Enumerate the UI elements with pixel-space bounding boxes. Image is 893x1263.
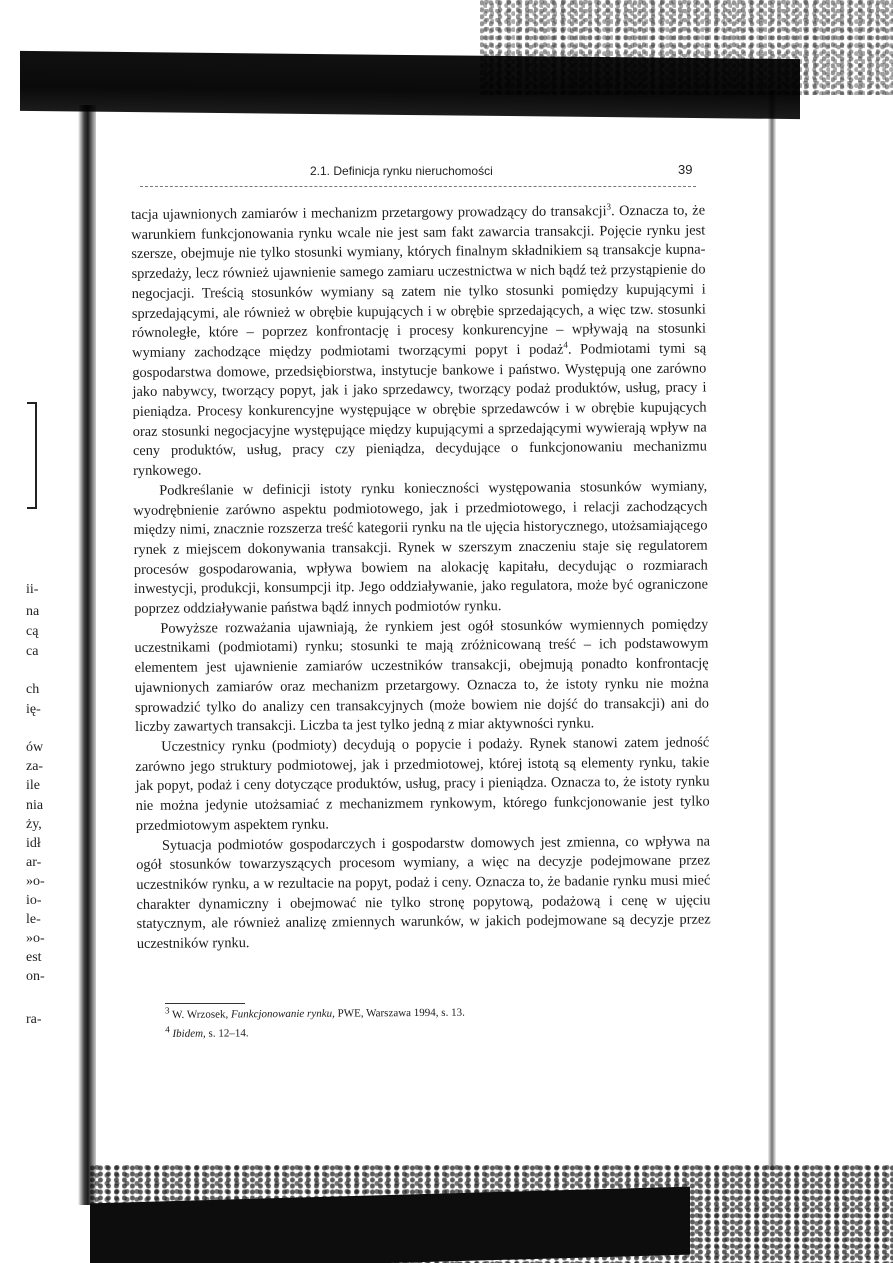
- footnotes: [165, 1002, 685, 1044]
- margin-fragment: on-: [26, 969, 45, 984]
- footnote: [165, 1021, 685, 1044]
- paragraph-text: . Oznacza to, że warunkiem funkcjonowania rynku wcale nie jest sam fakt zawarcia transakcji. Pojęcie rynku jest szersze, obejmuje nie tylko stosunki wymiany, których finalnym składnikiem są transakcje kupna-sprzedaży, lecz również ujawnienie samego zamiaru uczestnictwa w nich bądź też przystąpienie do negocjacji. Treścią stosunków wymiany są zatem nie tylko stosunki pomiędzy kupującymi i sprzedającymi, ale również w obrębie kupujących i w obrębie sprzedających, a więc tzw. stosunki równoległe, które – poprzez konfrontację i procesy konkurencyjne – wpływają na stosunki wymiany zachodzące między podmiotami tworzącymi popyt i podaż: [131, 202, 707, 361]
- margin-fragment: na: [26, 604, 40, 619]
- footnote-ref: 4: [563, 339, 568, 350]
- page-number: 39: [678, 162, 693, 177]
- paragraph: Sytuacja podmiotów gospodarczych i gospodarstw domowych jest zmienna, co wpływa na ogół stosunków towarzyszących procesom wymiany, a więc na decyzje podejmowane przez uczestników rynku, a w rezultacie na popyt, podaż i ceny. Oznacza to, że badanie rynku musi mieć charakter dynamiczny i obejmować nie tylko stronę popytową, podażową i cenę w ujęciu statycznym, ale również analizę zmiennych warunków, w jakich podejmowane są decyzje przez uczestników rynku.: [136, 832, 711, 952]
- footnote-rest: s. 12–14.: [208, 1027, 249, 1040]
- margin-fragment: za-: [26, 759, 44, 774]
- paragraph-text: . Podmiotami tymi są gospodarstwa domowe, przedsiębiorstwa, instytucje bankowe i państwo. Występują one zarówno jako nabywcy, tworzący popyt, jak i jako sprzedawcy, tworzący podaż produktów, usług, pracy i pieniądza. Procesy konkurencyjne występujące w obrębie sprzedawców i w obrębie kupujących oraz stosunki negocjacyjne występujące między kupującymi a sprzedającymi wywierają wpływ na ceny produktów, usług, pracy czy pieniądza, decydujące o funkcjonowaniu mechanizmu rynkowego.: [132, 340, 707, 480]
- margin-fragment: le-: [26, 912, 41, 927]
- margin-fragment: »o-: [26, 931, 45, 946]
- margin-fragment: ar-: [26, 855, 42, 870]
- margin-fragment: cą: [26, 624, 39, 639]
- margin-fragment: ów: [26, 740, 44, 755]
- margin-fragment: ch: [26, 682, 40, 697]
- footnote-title: Funkcjonowanie rynku,: [230, 1007, 335, 1021]
- footnote-title: Ibidem,: [172, 1027, 206, 1040]
- paragraph: Powyższe rozważania ujawniają, że rynkiem jest ogół stosunków wymiennych pomiędzy uczestnikami (podmiotami) rynku; stosunki te mają zróżnicowaną treść – ich podstawowym elementem jest ujawnienie zamiarów uczestników transakcji, obejmują ponadto konfrontację ujawnionych zamiarów oraz mechanizm przetargowy. Oznacza to, że istoty rynku nie można sprowadzić tylko do analizy cen transakcyjnych (może bowiem nie dojść do transakcji) ani do liczby zawartych transakcji. Liczba ta jest tylko jedną z miar aktywności rynku.: [134, 616, 709, 736]
- footnote-number: 3: [164, 1005, 170, 1016]
- margin-fragment: nia: [26, 798, 44, 813]
- margin-fragment: ży,: [26, 817, 42, 832]
- margin-bracket: [27, 402, 37, 509]
- margin-fragment: ii-: [26, 582, 39, 597]
- body-text: [131, 201, 711, 954]
- margin-fragment: io-: [26, 893, 42, 908]
- paragraph-text: tacja ujawnionych zamiarów i mechanizm przetargowy prowadzący do transakcji: [131, 203, 607, 223]
- paragraph: [131, 201, 707, 481]
- margin-fragment: idł: [26, 836, 41, 851]
- running-head: 2.1. Definicja rynku nieruchomości: [310, 164, 493, 178]
- margin-fragment: ile: [26, 778, 40, 793]
- footnote-rest: PWE, Warszawa 1994, s. 13.: [337, 1006, 465, 1020]
- footnote-ref: 3: [606, 201, 612, 212]
- margin-fragment: »o-: [26, 874, 45, 889]
- margin-fragment: ca: [26, 644, 39, 659]
- footnote-rule: [165, 1003, 245, 1004]
- scan-noise-top: [480, 0, 893, 95]
- footnote-number: 4: [165, 1024, 170, 1035]
- scan-shadow-right: [768, 90, 776, 1170]
- paragraph: Podkreślanie w definicji istoty rynku konieczności występowania stosunków wymiany, wyodrębnienie zarówno aspektu podmiotowego, jak i przedmiotowego, i relacji zachodzących między nimi, znacznie rozszerza treść kategorii rynku na tle ujęcia historycznego, utożsamiającego rynek z miejscem dokonywania transakcji. Rynek w szerszym znaczeniu staje się regulatorem procesów gospodarowania, wpływa bowiem na alokację kapitału, decydując o rozmiarach inwestycji, produkcji, konsumpcji itp. Jego oddziaływanie, jako regulatora, może być ograniczone poprzez oddziaływanie państwa bądź innych podmiotów rynku.: [133, 478, 709, 618]
- margin-fragment: ię-: [26, 702, 41, 717]
- header-rule: [140, 186, 696, 187]
- scan-shadow-binding: [78, 105, 96, 1205]
- margin-fragment: est: [26, 950, 42, 965]
- footnote-author: W. Wrzosek,: [172, 1008, 229, 1021]
- margin-fragment: ra-: [26, 1012, 42, 1027]
- paragraph: Uczestnicy rynku (podmioty) decydują o popycie i podaży. Rynek stanowi zatem jedność zarówno jego struktury podmiotowej, jak i przedmiotowej, której istotą są elementy rynku, takie jak popyt, podaż i ceny dotyczące produktów, usług, pracy i pieniądza. Oznacza to, że istoty rynku nie można jedynie utożsamiać z mechanizmem rynkowym, którego funkcjonowanie jest tylko przedmiotowym aspektem rynku.: [135, 734, 710, 834]
